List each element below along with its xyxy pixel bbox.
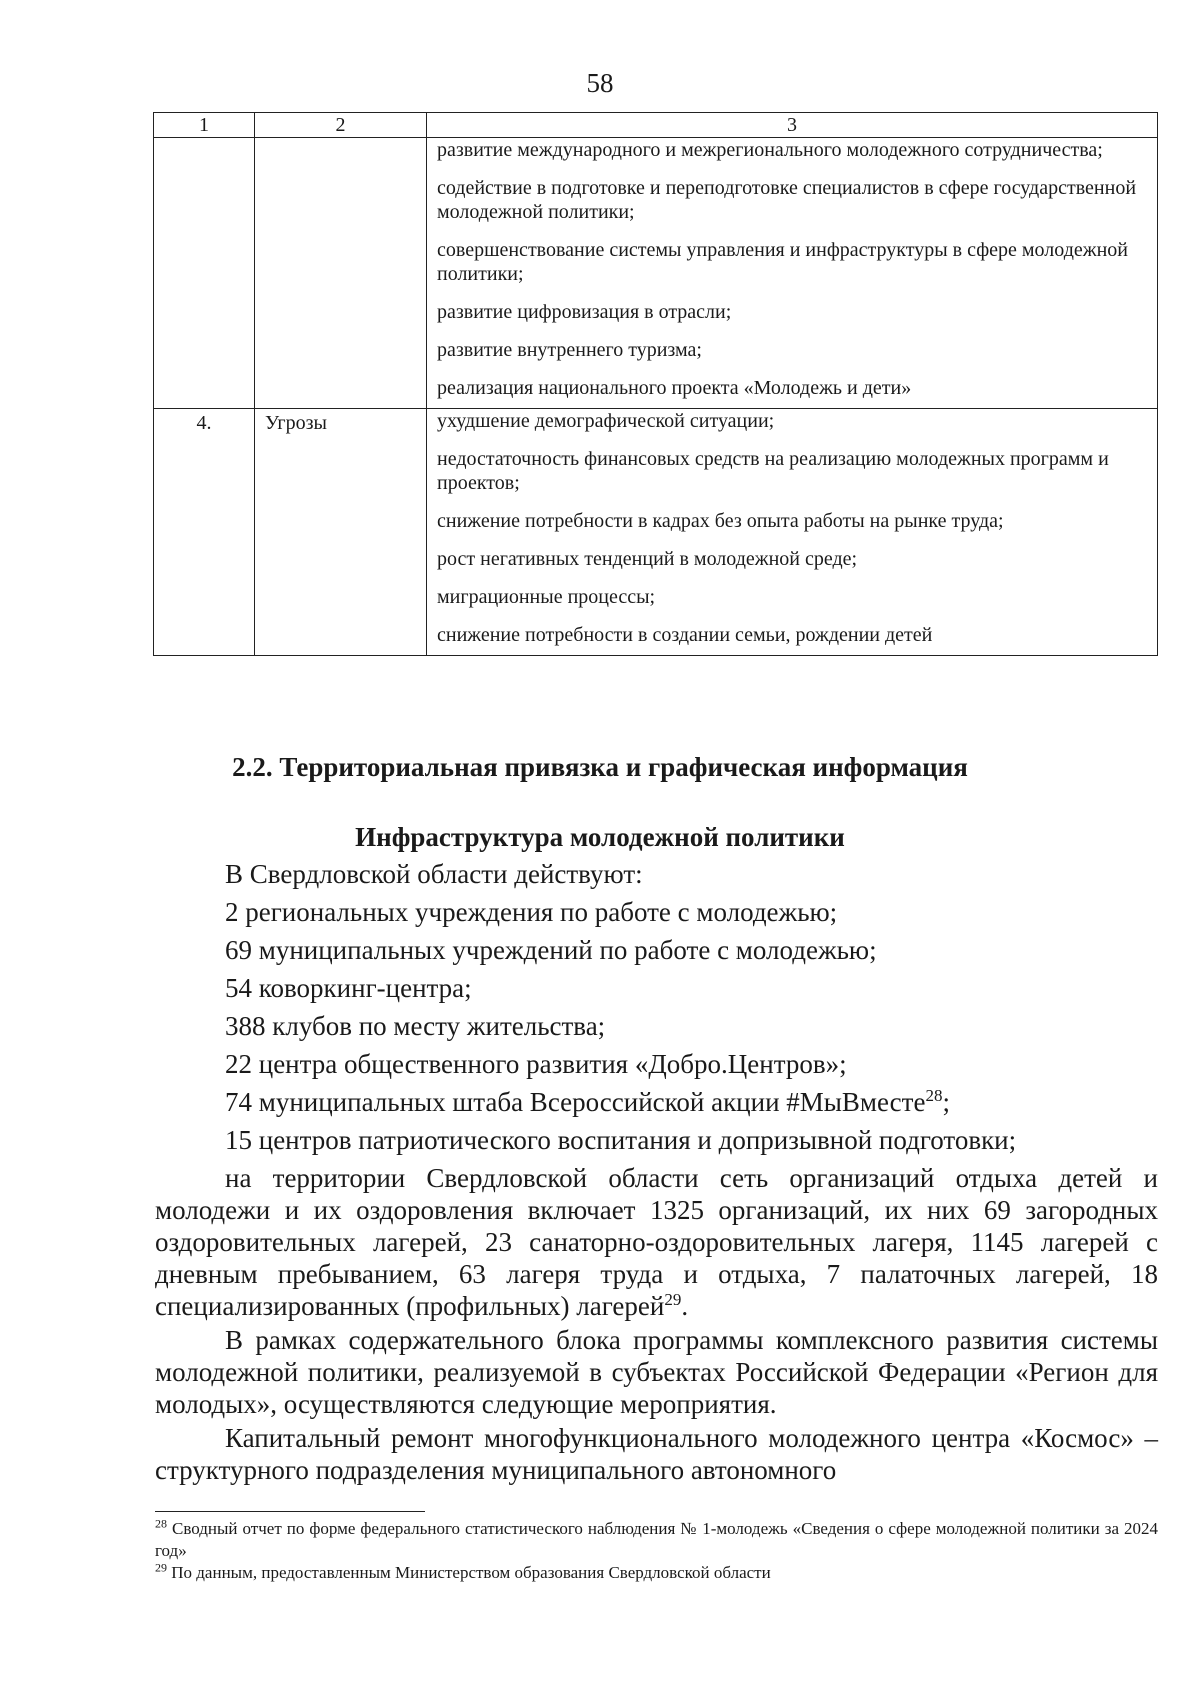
text-line: 69 муниципальных учреждений по работе с молодежью; bbox=[225, 935, 877, 965]
footnote-divider bbox=[155, 1511, 425, 1512]
list-item: совершенствование системы управления и инфраструктуры в сфере молодежной политики; bbox=[437, 239, 1128, 285]
footnote-28 bbox=[155, 1518, 1158, 1562]
body-text bbox=[155, 858, 1158, 1486]
text-line: 15 центров патриотического воспитания и допризывной подготовки; bbox=[225, 1125, 1017, 1155]
row-name bbox=[255, 138, 427, 409]
row-items-cell bbox=[427, 138, 1158, 409]
sub-title: Инфраструктура молодежной политики bbox=[355, 822, 845, 852]
text-line: 22 центра общественного развития «Добро.Центров»; bbox=[225, 1049, 847, 1079]
paragraph-tail: . bbox=[681, 1291, 689, 1321]
paragraph-repair: Капитальный ремонт многофункционального молодежного центра «Космос» – структурного подразделения муниципального автономного bbox=[155, 1423, 1158, 1485]
row-name: Угрозы bbox=[255, 409, 427, 656]
list-item: содействие в подготовке и переподготовке специалистов в сфере государственной молодежной политики; bbox=[437, 177, 1137, 223]
list-item: развитие внутреннего туризма; bbox=[437, 339, 702, 361]
text-line: 54 коворкинг-центра; bbox=[225, 973, 472, 1003]
line-tail: ; bbox=[942, 1087, 950, 1117]
footnote-text: По данным, предоставленным Министерством образования Свердловской области bbox=[167, 1563, 771, 1582]
column-header-3: 3 bbox=[427, 113, 1158, 138]
section-title: 2.2. Территориальная привязка и графическая информация bbox=[232, 752, 968, 782]
list-item: рост негативных тенденций в молодежной среде; bbox=[437, 548, 858, 570]
text-line: В Свердловской области действуют: bbox=[225, 859, 643, 889]
list-item: снижение потребности в кадрах без опыта работы на рынке труда; bbox=[437, 510, 1004, 532]
table-header-row bbox=[154, 113, 1158, 138]
page-number: 58 bbox=[586, 68, 614, 98]
text-line: 2 региональных учреждения по работе с молодежью; bbox=[225, 897, 838, 927]
table-row-opportunities bbox=[154, 138, 1158, 409]
footnote-29 bbox=[155, 1562, 1158, 1584]
paragraph-program: В рамках содержательного блока программы комплексного развития системы молодежной политики, реализуемой в субъектах Российской Федерации «Регион для молодых», осуществляются следующие мероприятия. bbox=[155, 1325, 1158, 1419]
row-number: 4. bbox=[154, 409, 255, 656]
text-line: 388 клубов по месту жительства; bbox=[225, 1011, 606, 1041]
list-item: недостаточность финансовых средств на реализацию молодежных программ и проектов; bbox=[437, 448, 1109, 494]
footnote-ref: 29 bbox=[664, 1290, 682, 1309]
list-item: реализация национального проекта «Молодежь и дети» bbox=[437, 377, 912, 399]
footnote-ref: 28 bbox=[925, 1086, 943, 1105]
footnote-mark: 28 bbox=[155, 1516, 167, 1531]
list-item: развитие цифровизация в отрасли; bbox=[437, 301, 732, 323]
footnote-mark: 29 bbox=[155, 1560, 167, 1575]
footnote-text: Сводный отчет по форме федерального статистического наблюдения № 1-молодежь «Сведения о сфере молодежной политики за 2024 год» bbox=[155, 1519, 1158, 1560]
swot-table bbox=[153, 112, 1158, 656]
column-header-2: 2 bbox=[255, 113, 427, 138]
row-number bbox=[154, 138, 255, 409]
row-items-cell bbox=[427, 409, 1158, 656]
list-item: миграционные процессы; bbox=[437, 586, 656, 608]
line-text: 74 муниципальных штаба Всероссийской акции #МыВместе bbox=[225, 1087, 926, 1117]
text-line-with-footnote bbox=[225, 1086, 1158, 1118]
paragraph-camps bbox=[155, 1162, 1158, 1322]
column-header-1: 1 bbox=[154, 113, 255, 138]
list-item: снижение потребности в создании семьи, рождении детей bbox=[437, 624, 933, 646]
footnotes bbox=[155, 1518, 1158, 1584]
list-item: ухудшение демографической ситуации; bbox=[437, 410, 775, 432]
paragraph-text: на территории Свердловской области сеть организаций отдыха детей и молодежи и их оздоровления включает 1325 организаций, их них 69 загородных оздоровительных лагерей, 23 санаторно-оздоровительных лагеря, 1145 лагерей с дневным пребыванием, 63 лагеря труда и отдыха, 7 палаточных лагерей, 18 специализированных (профильных) лагерей bbox=[155, 1163, 1158, 1321]
list-item: развитие международного и межрегионального молодежного сотрудничества; bbox=[437, 139, 1103, 161]
table-row-threats bbox=[154, 409, 1158, 656]
